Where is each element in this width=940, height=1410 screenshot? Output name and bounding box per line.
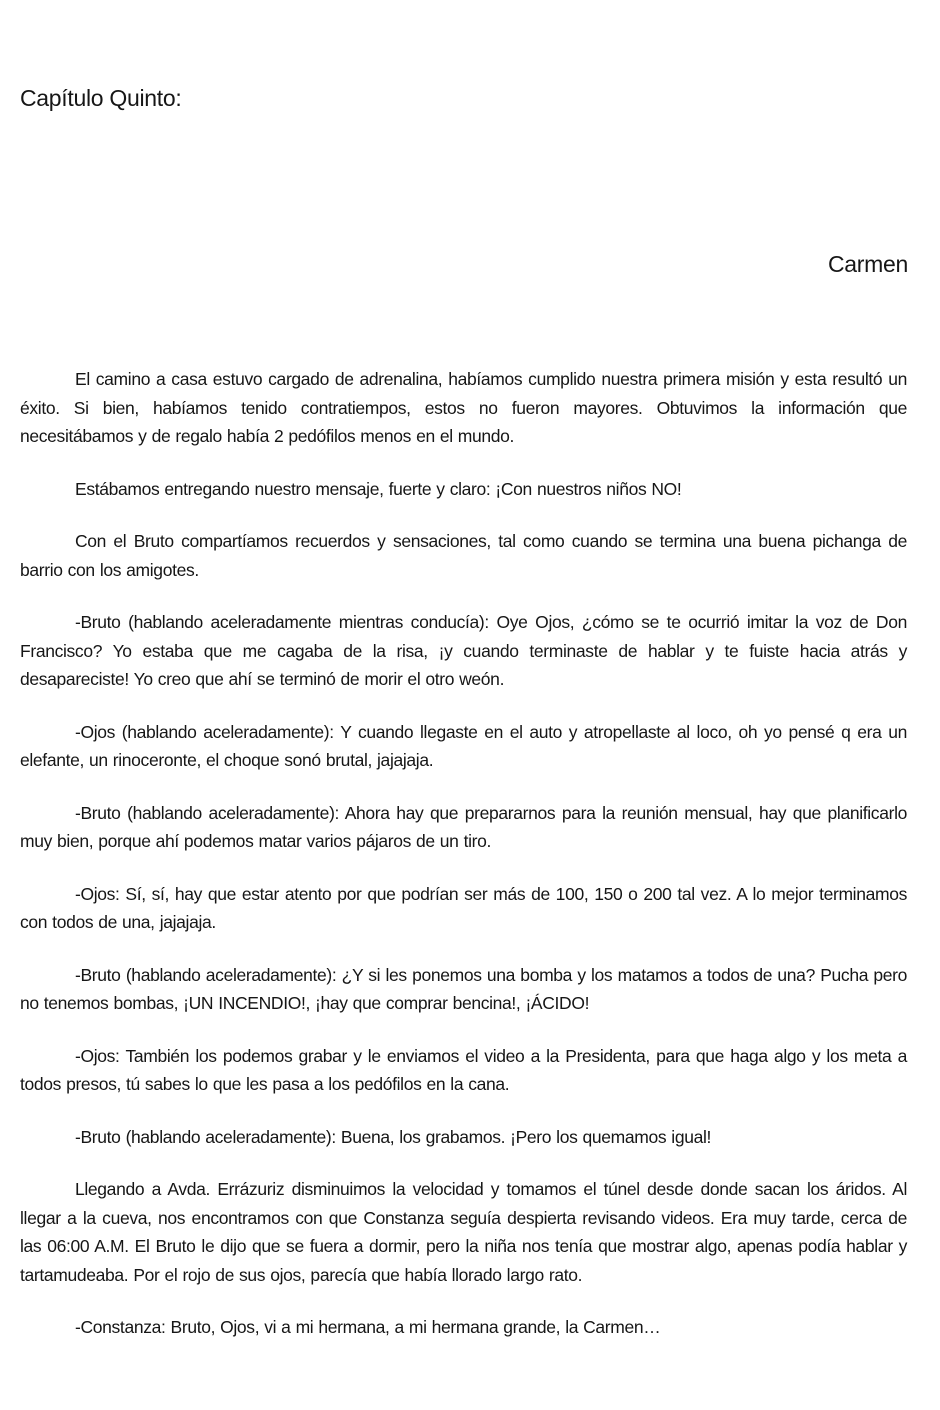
paragraph: Con el Bruto compartíamos recuerdos y sensaciones, tal como cuando se termina una buena pichanga de barrio con los amigotes. bbox=[20, 531, 907, 580]
paragraph: -Bruto (hablando aceleradamente): ¿Y si les ponemos una bomba y los matamos a todos de una? Pucha pero no tenemos bombas, ¡UN INCENDIO!, ¡hay que comprar bencina!, ¡ÁCIDO! bbox=[20, 964, 907, 1013]
document-body bbox=[20, 365, 907, 1366]
paragraph: -Bruto (hablando aceleradamente): Ahora hay que prepararnos para la reunión mensual, hay que planificarlo muy bien, porque ahí podemos matar varios pájaros de un tiro. bbox=[20, 802, 907, 851]
paragraph: -Ojos: También los podemos grabar y le enviamos el video a la Presidenta, para que haga algo y los meta a todos presos, tú sabes lo que les pasa a los pedófilos en la cana. bbox=[20, 1045, 907, 1094]
paragraph: -Ojos (hablando aceleradamente): Y cuando llegaste en el auto y atropellaste al loco, oh yo pensé q era un elefante, un rinoceronte, el choque sonó brutal, jajajaja. bbox=[20, 721, 907, 770]
paragraph: Llegando a Avda. Errázuriz disminuimos la velocidad y tomamos el túnel desde donde sacan los áridos. Al llegar a la cueva, nos encontramos con que Constanza seguía despierta revisando videos. Era muy tarde, cerca de las 06:00 A.M. El Bruto le dijo que se fuera a dormir, pero la niña nos tenía que mostrar algo, apenas podía hablar y tartamudeaba. Por el rojo de sus ojos, parecía que había llorado largo rato. bbox=[20, 1179, 907, 1285]
paragraph: -Constanza: Bruto, Ojos, vi a mi hermana, a mi hermana grande, la Carmen… bbox=[75, 1317, 661, 1337]
paragraph: -Bruto (hablando aceleradamente mientras conducía): Oye Ojos, ¿cómo se te ocurrió imitar la voz de Don Francisco? Yo estaba que me cagaba de la risa, ¡y cuando terminaste de hablar y te fuiste hacia atrás y desapareciste! Yo creo que ahí se terminó de morir el otro weón. bbox=[20, 612, 907, 689]
paragraph: Estábamos entregando nuestro mensaje, fuerte y claro: ¡Con nuestros niños NO! bbox=[75, 478, 682, 499]
paragraph: -Ojos: Sí, sí, hay que estar atento por que podrían ser más de 100, 150 o 200 tal vez. A lo mejor terminamos con todos de una, jajajaja. bbox=[20, 883, 907, 932]
paragraph: El camino a casa estuvo cargado de adrenalina, habíamos cumplido nuestra primera misión y esta resultó un éxito. Si bien, habíamos tenido contratiempos, estos no fueron mayores. Obtuvimos la información que necesitábamos y de regalo había 2 pedófilos menos en el mundo. bbox=[20, 369, 907, 446]
paragraph: -Bruto (hablando aceleradamente): Buena, los grabamos. ¡Pero los quemamos igual! bbox=[75, 1126, 712, 1147]
chapter-author: Carmen bbox=[827, 251, 908, 277]
chapter-title: Capítulo Quinto: bbox=[20, 85, 182, 112]
